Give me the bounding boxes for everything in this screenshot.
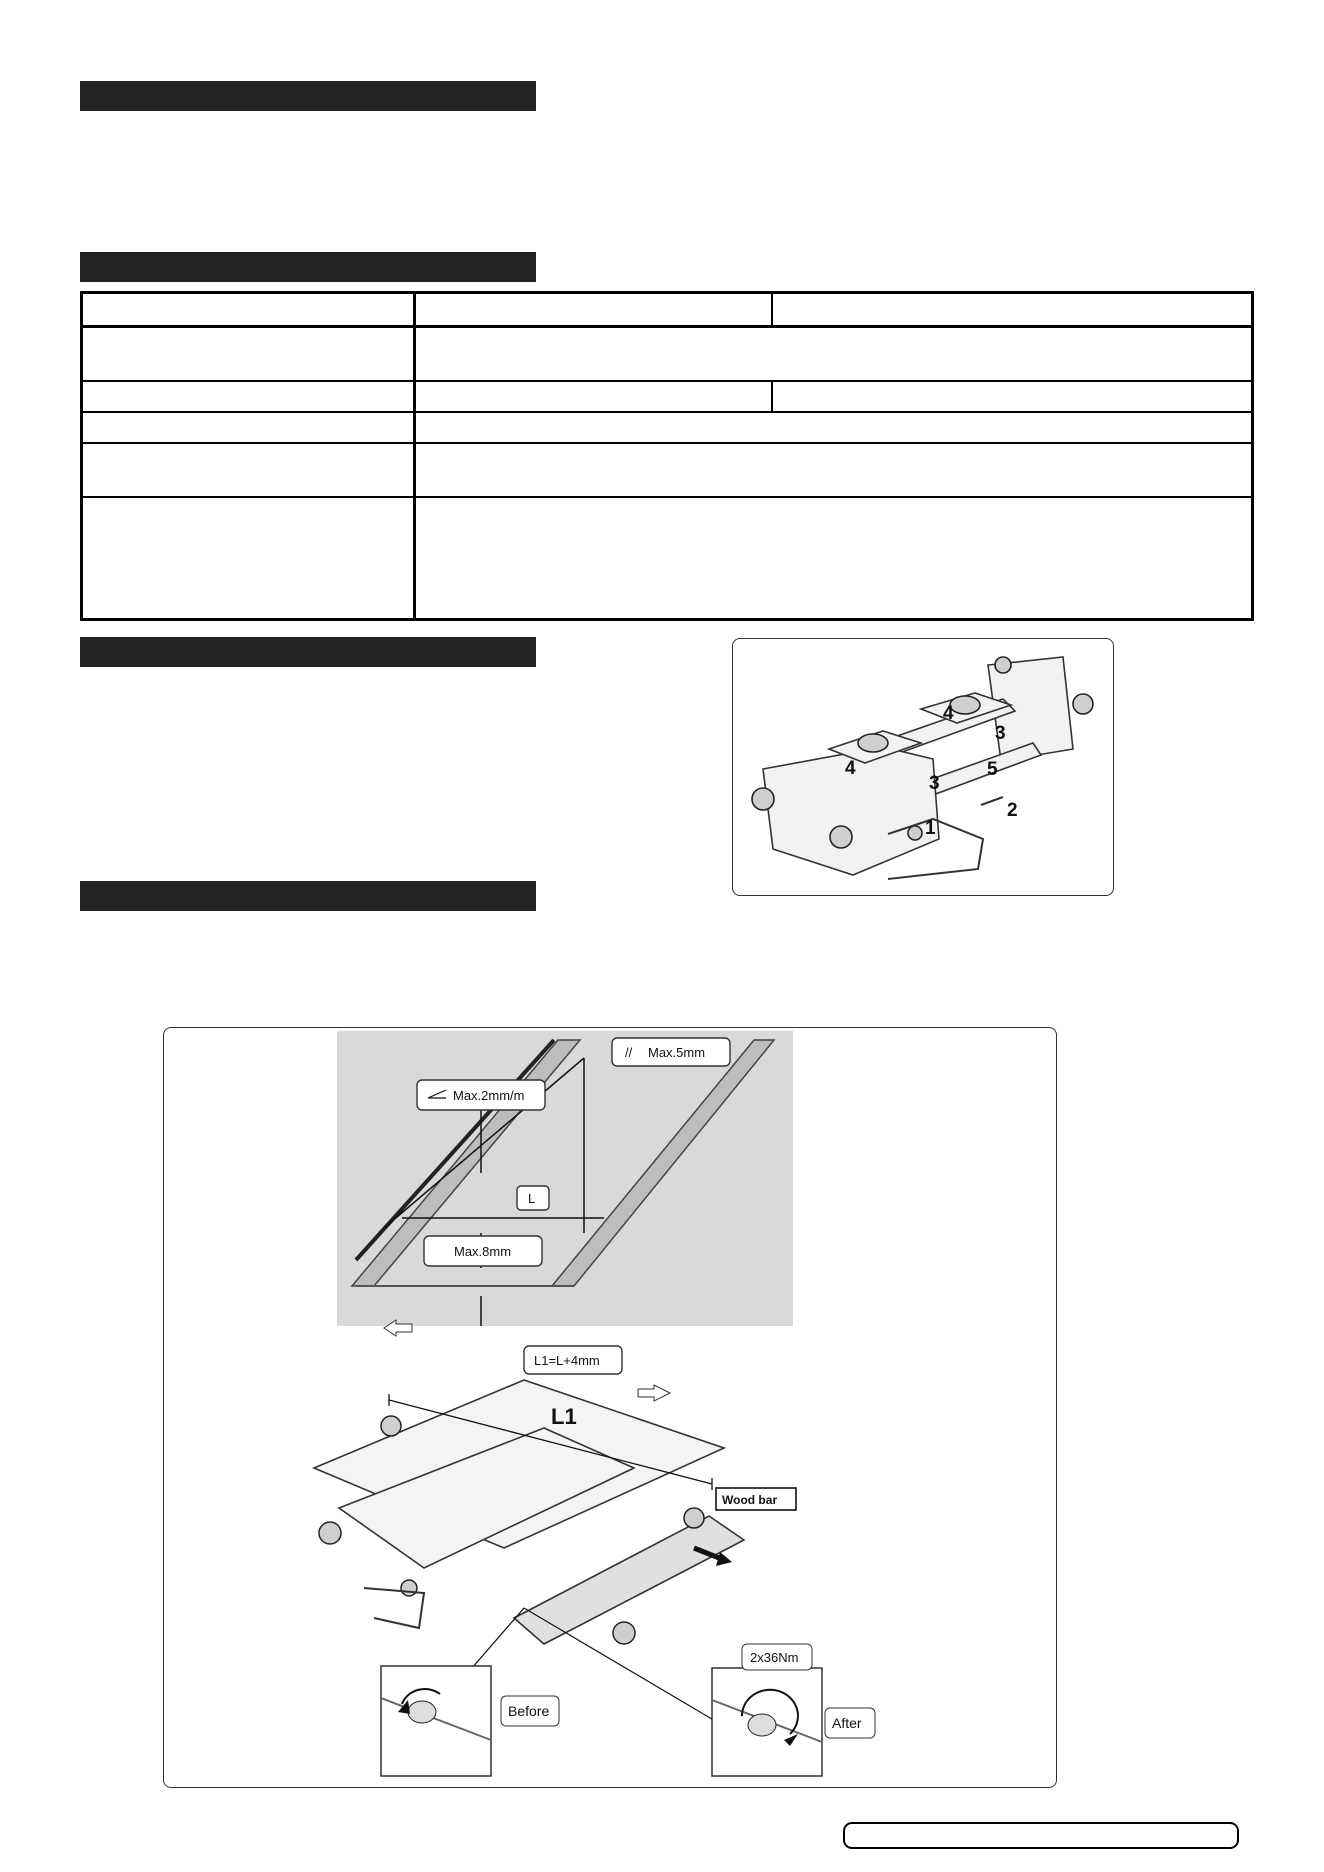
part-label-1: 1	[925, 818, 936, 839]
width-l-label: L	[528, 1191, 536, 1206]
part-label-4-rear: 4	[943, 703, 954, 724]
table-column-divider	[771, 294, 773, 325]
section-header-bar-1	[80, 81, 536, 111]
installation-diagram-figure	[163, 1027, 1057, 1788]
max-2mm-per-m-label: Max.2mm/m	[453, 1088, 525, 1103]
max-5mm-label: Max.5mm	[648, 1045, 706, 1060]
before-label: Before	[508, 1703, 550, 1719]
parts-diagram	[733, 639, 1113, 895]
table-column-divider	[771, 380, 773, 411]
part-label-5: 5	[987, 759, 998, 780]
l1-formula-label: L1=L+4mm	[534, 1353, 600, 1368]
section-header-bar-2	[80, 252, 536, 282]
torque-label: 2x36Nm	[750, 1650, 799, 1665]
after-label: After	[832, 1715, 862, 1731]
table-row-divider	[83, 380, 1251, 382]
part-label-3-rear: 3	[995, 723, 1006, 744]
installation-diagram	[164, 1028, 1056, 1787]
parts-diagram-figure	[732, 638, 1114, 896]
table-row-divider	[83, 411, 1251, 413]
table-column-divider	[413, 294, 416, 618]
specification-table	[80, 291, 1254, 621]
wood-bar-label: Wood bar	[722, 1493, 778, 1507]
svg-text://: //	[625, 1045, 633, 1060]
part-label-4-front: 4	[845, 758, 856, 779]
part-label-2: 2	[1007, 800, 1018, 821]
part-label-3-front: 3	[929, 773, 940, 794]
section-header-bar-3	[80, 637, 536, 667]
table-row-divider	[83, 442, 1251, 444]
section-header-bar-4	[80, 881, 536, 911]
max-8mm-label: Max.8mm	[454, 1244, 512, 1259]
table-row-divider	[83, 325, 1251, 328]
table-row-divider	[83, 496, 1251, 498]
l1-dimension-label: L1	[551, 1404, 577, 1429]
footer-box	[843, 1822, 1239, 1849]
